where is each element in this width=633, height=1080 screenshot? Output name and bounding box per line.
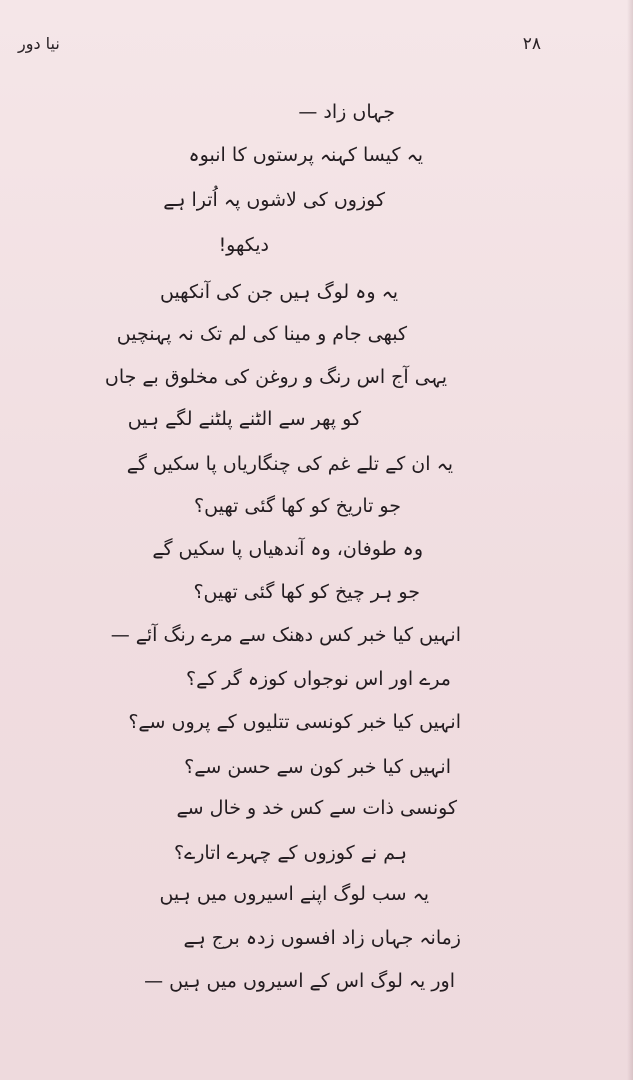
poem-line: یہ کیسا کہنہ پرستوں کا انبوہ <box>188 144 423 166</box>
poem-line: وہ طوفان، وہ آندھیاں پا سکیں گے <box>152 538 423 560</box>
poem-line: یہ ان کے تلے غم کی چنگاریاں پا سکیں گے <box>126 453 453 475</box>
poem-line: جو ہر چیخ کو کھا گئی تھیں؟ <box>193 581 420 603</box>
poem-line: اور یہ لوگ اس کے اسیروں میں ہیں — <box>144 970 455 992</box>
running-header: نیا دور <box>18 34 60 53</box>
poem-line: جہاں زاد — <box>298 101 395 123</box>
poem-line: یہ سب لوگ اپنے اسیروں میں ہیں <box>159 883 429 905</box>
poem-line: انہیں کیا خبر کون سے حسن سے؟ <box>184 756 451 778</box>
poem-line: کونسی ذات سے کس خد و خال سے <box>176 797 457 819</box>
poem-line: کو پھر سے الٹنے پلٹنے لگے ہیں <box>127 408 361 430</box>
poem-line: جو تاریخ کو کھا گئی تھیں؟ <box>194 495 401 517</box>
poem-line: یہی آج اس رنگ و روغن کی مخلوق بے جاں <box>104 366 447 388</box>
poem-line: ہم نے کوزوں کے چہرے اتارے؟ <box>174 842 407 864</box>
poem-line: کوزوں کی لاشوں پہ اُترا ہے <box>163 189 385 211</box>
poem-line: انہیں کیا خبر کونسی تتلیوں کے پروں سے؟ <box>128 711 461 733</box>
poem-line: مرے اور اس نوجواں کوزہ گر کے؟ <box>186 668 451 690</box>
poem-line: انہیں کیا خبر کس دھنک سے مرے رنگ آئے — <box>110 624 461 646</box>
poem-line: دیکھو! <box>218 234 269 256</box>
poem-line: زمانہ جہاں زاد افسوں زدہ برج ہے <box>183 927 461 949</box>
poem-line: کبھی جام و مینا کی لم تک نہ پہنچیں <box>116 323 407 345</box>
page-number: ۲۸ <box>522 34 541 54</box>
poem-line: یہ وہ لوگ ہیں جن کی آنکھیں <box>159 281 398 303</box>
